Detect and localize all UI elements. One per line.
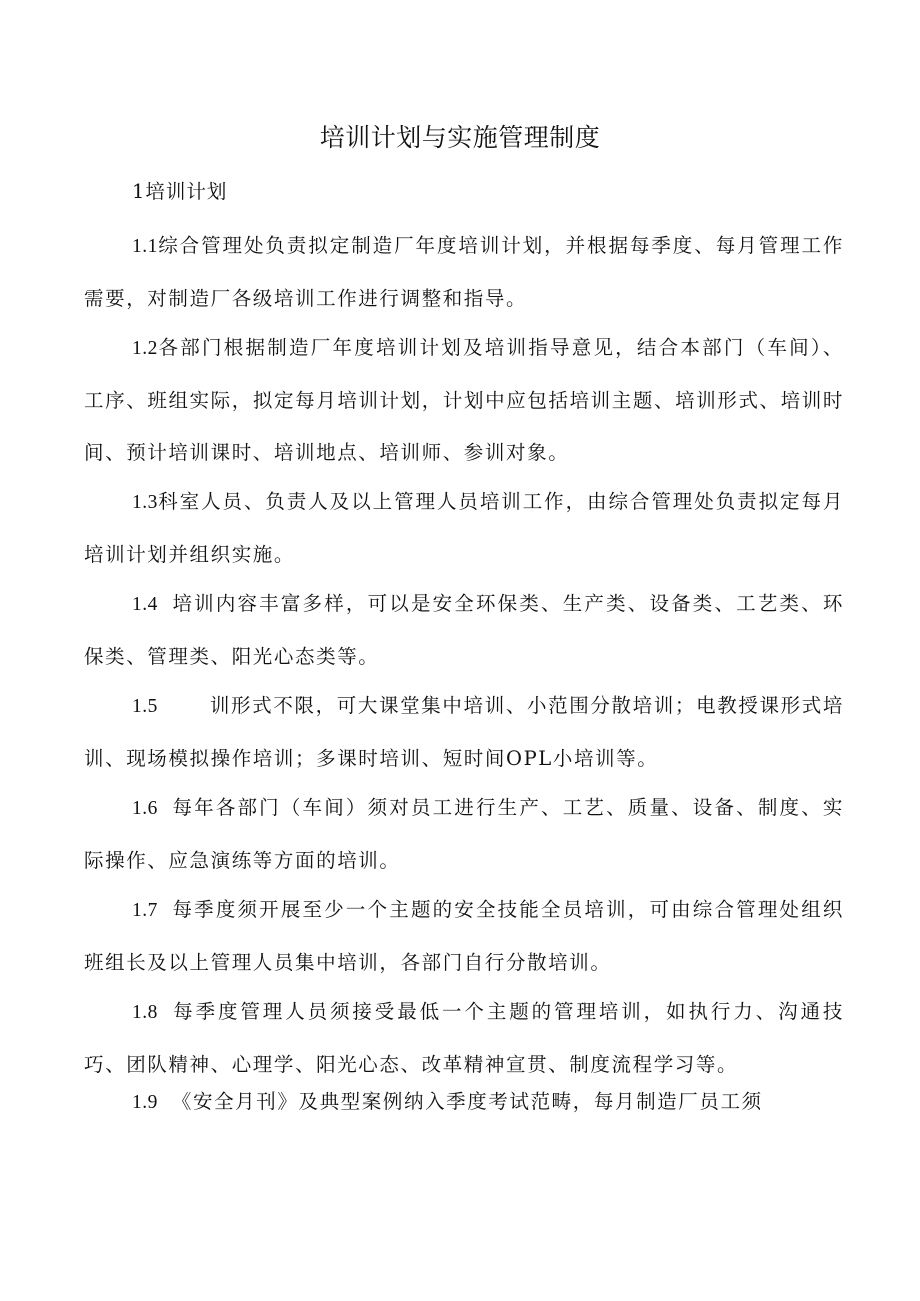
paragraph-text: 每季度管理人员须接受最低一个主题的管理培训，如执行力、沟通技巧、团队精神、心理学、阳光心态、改革精神宣贯、制度流程学习等。: [84, 1000, 844, 1076]
paragraph-1-2: [84, 322, 844, 479]
paragraph-number: 1.8: [132, 1002, 158, 1023]
paragraph-number: 1.2: [132, 338, 158, 359]
section-heading: 1培训计划: [132, 180, 228, 203]
paragraph-number: 1.6: [132, 798, 158, 819]
paragraph-text: 各部门根据制造厂年度培训计划及培训指导意见，结合本部门（车间）、工序、班组实际，拟定每月培训计划，计划中应包括培训主题、培训形式、培训时间、预计培训课时、培训地点、培训师、参训对象。: [84, 336, 844, 464]
paragraph-1-7: [84, 884, 844, 989]
paragraph-number: 1.9: [132, 1092, 158, 1113]
paragraph-text: 每季度须开展至少一个主题的安全技能全员培训，可由综合管理处组织班组长及以上管理人员集中培训，各部门自行分散培训。: [84, 898, 844, 974]
paragraph-1-9: [84, 1076, 844, 1129]
paragraph-1-3: [84, 476, 844, 581]
paragraph-text: 每年各部门（车间）须对员工进行生产、工艺、质量、设备、制度、实际操作、应急演练等方面的培训。: [84, 796, 844, 872]
paragraph-number: 1.3: [132, 492, 158, 513]
paragraph-1-1: [84, 220, 844, 325]
paragraph-text: 科室人员、负责人及以上管理人员培训工作，由综合管理处负责拟定每月培训计划并组织实施。: [84, 490, 844, 566]
paragraph-number: 1.7: [132, 900, 158, 921]
paragraph-number: 1.4: [132, 594, 158, 615]
paragraph-text: 培训内容丰富多样，可以是安全环保类、生产类、设备类、工艺类、环保类、管理类、阳光心态类等。: [84, 592, 844, 668]
document-title: 培训计划与实施管理制度: [319, 123, 601, 152]
paragraph-1-4: [84, 578, 844, 683]
paragraph-text: 训形式不限，可大课堂集中培训、小范围分散培训；电教授课形式培训、现场模拟操作培训；多课时培训、短时间OPL小培训等。: [84, 694, 844, 770]
paragraph-text: 《安全月刊》及典型案例纳入季度考试范畴，每月制造厂员工须: [171, 1090, 763, 1113]
paragraph-text: 综合管理处负责拟定制造厂年度培训计划，并根据每季度、每月管理工作需要，对制造厂各级培训工作进行调整和指导。: [84, 234, 844, 310]
paragraph-number: 1.5: [132, 696, 158, 717]
paragraph-1-6: [84, 782, 844, 887]
paragraph-1-5: [84, 680, 844, 785]
paragraph-number: 1.1: [132, 236, 158, 257]
